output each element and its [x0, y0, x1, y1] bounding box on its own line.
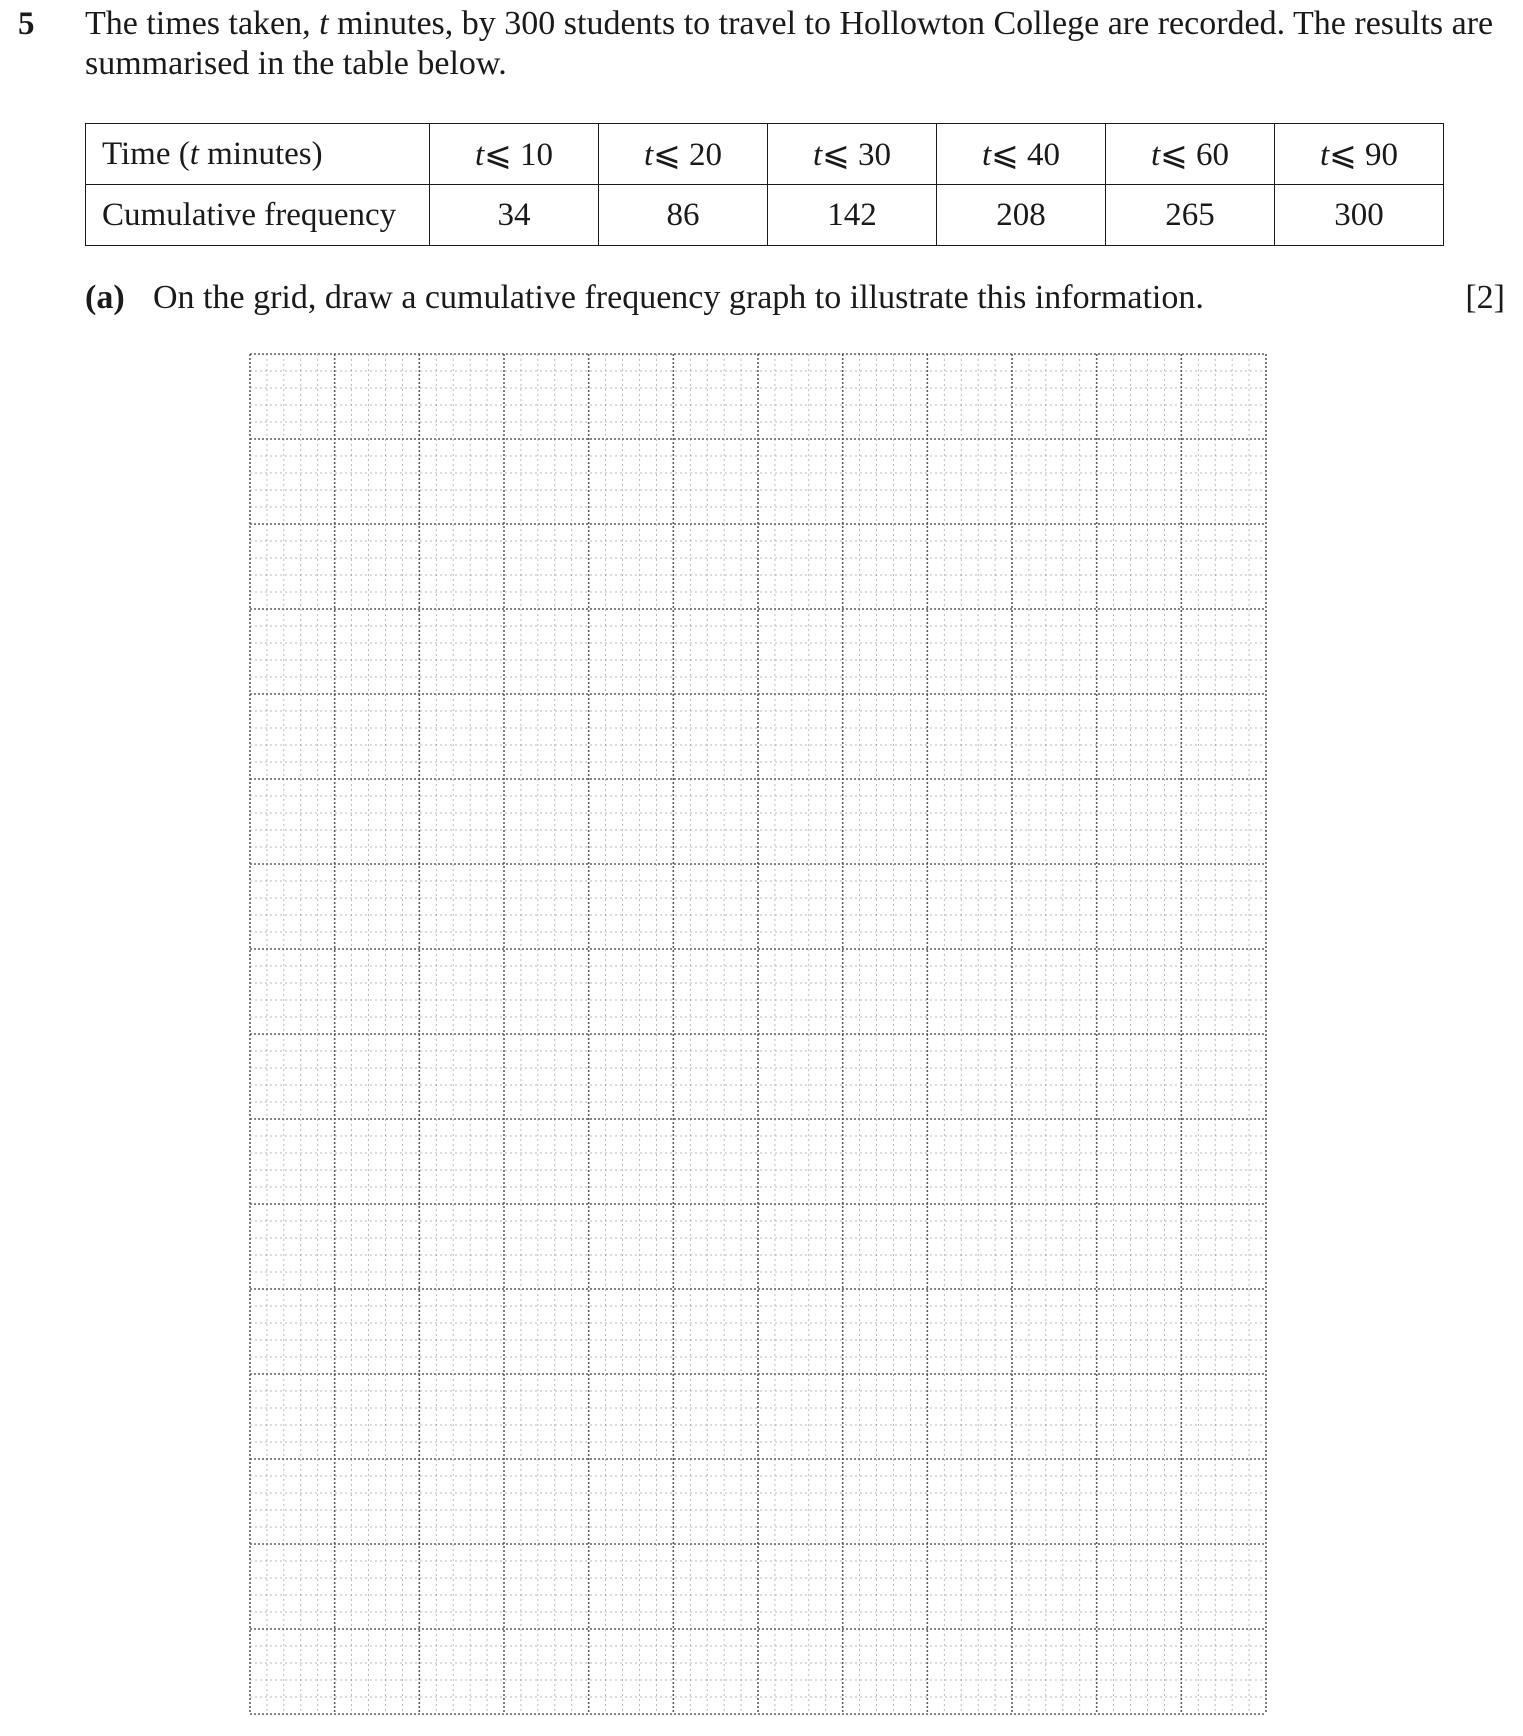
cumulative-frequency-row: [86, 185, 1444, 246]
question-stem: [85, 4, 1505, 84]
part-a-marks: [2]: [1465, 279, 1505, 316]
time-cell: t⩽ 30: [768, 124, 937, 185]
frequency-cell: 300: [1275, 185, 1444, 246]
part-a-text: On the grid, draw a cumulative frequency graph to illustrate this information.: [153, 279, 1204, 316]
stem-text-before-variable: The times taken,: [85, 5, 311, 42]
stem-line-1: [85, 4, 1505, 44]
time-cell: t⩽ 60: [1106, 124, 1275, 185]
time-cell: t⩽ 10: [430, 124, 599, 185]
time-row-header: Time (t minutes): [86, 124, 430, 185]
time-cell: t⩽ 90: [1275, 124, 1444, 185]
time-cell: t⩽ 40: [937, 124, 1106, 185]
question-number: 5: [18, 6, 35, 42]
cumulative-frequency-table: [85, 123, 1444, 246]
stem-variable: t: [319, 5, 329, 42]
part-a-prompt: [85, 278, 1505, 318]
frequency-cell: 34: [430, 185, 599, 246]
frequency-cell: 86: [599, 185, 768, 246]
frequency-cell: 142: [768, 185, 937, 246]
stem-text-after-variable: minutes, by 300 students to travel to Hollowton College are recorded. The results are: [337, 5, 1494, 42]
time-cell: t⩽ 20: [599, 124, 768, 185]
answer-grid[interactable]: [248, 352, 1268, 1716]
time-row: [86, 124, 1444, 185]
frequency-cell: 265: [1106, 185, 1275, 246]
cumulative-frequency-row-header: Cumulative frequency: [86, 185, 430, 246]
stem-line-2: summarised in the table below.: [85, 45, 507, 82]
part-a-label: (a): [85, 279, 125, 316]
frequency-cell: 208: [937, 185, 1106, 246]
